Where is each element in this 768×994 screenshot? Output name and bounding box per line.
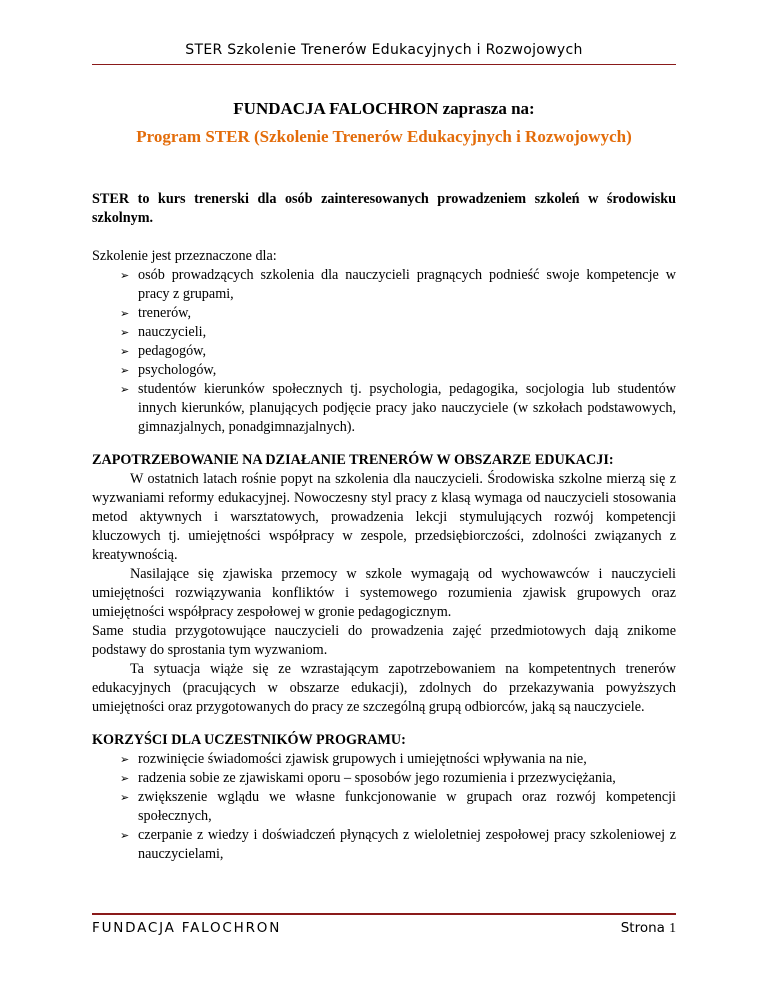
page-number: [621, 920, 676, 936]
list-item: ➢ radzenia sobie ze zjawiskami oporu – sposobów jego rozumienia i przezwyciężania,: [120, 770, 616, 786]
list-item: ➢ studentów kierunków społecznych tj. psychologia, pedagogika, socjologia lub studentów innych kierunków, planujących podjęcie pracy jako nauczyciele (w szkołach podstawowych, gimnazjalnych, ponadgimnazjalnych).: [120, 381, 676, 435]
document-title: FUNDACJA FALOCHRON zaprasza na:: [233, 99, 535, 118]
list-item: ➢ zwiększenie wglądu we własne funkcjonowanie w grupach oraz rozwój kompetencji społecznych,: [120, 789, 676, 824]
page-header: STER Szkolenie Trenerów Edukacyjnych i Rozwojowych: [185, 42, 583, 58]
page-label: Strona: [620, 920, 665, 936]
header-divider: [92, 64, 676, 65]
list-item: ➢ nauczycieli,: [120, 324, 207, 340]
audience-list: [92, 266, 676, 437]
arrow-bullet-icon: ➢: [120, 345, 130, 358]
demand-paragraph-2: Nasilające się zjawiska przemocy w szkole wymagają od wychowawców i nauczycieli umiejętności rozwiązywania konfliktów i systemowego rozumienia zjawisk grupowych oraz umiejętności współpracy zespołowej w gronie pedagogicznym.: [92, 566, 676, 620]
footer-organization: FUNDACJA FALOCHRON: [92, 920, 282, 936]
program-title: Program STER (Szkolenie Trenerów Edukacyjnych i Rozwojowych): [136, 127, 632, 146]
list-item: ➢ osób prowadzących szkolenia dla nauczycieli pragnących podnieść swoje kompetencje w pracy z grupami,: [120, 267, 676, 302]
arrow-bullet-icon: ➢: [120, 753, 130, 766]
document-body: [92, 98, 676, 864]
footer-divider: [92, 913, 676, 915]
list-item: ➢ pedagogów,: [120, 343, 207, 359]
list-item: ➢ psychologów,: [120, 362, 217, 378]
benefits-heading: KORZYŚCI DLA UCZESTNIKÓW PROGRAMU:: [92, 732, 406, 748]
arrow-bullet-icon: ➢: [120, 829, 130, 842]
page-number-value: 1: [669, 920, 676, 935]
demand-paragraph-1: W ostatnich latach rośnie popyt na szkolenia dla nauczycieli. Środowiska szkolne mierzą się z wyzwaniami reformy edukacyjnej. Nowoczesny styl pracy z klasą wymaga od nauczycieli stosowania metod aktywnych i warsztatowych, prowadzenia lekcji stymulujących rozwój kompetencji kluczowych tj. umiejętności współpracy w zespole, przedsiębiorczości, zdolności związanych z kreatywnością.: [92, 471, 676, 563]
arrow-bullet-icon: ➢: [120, 383, 130, 396]
arrow-bullet-icon: ➢: [120, 326, 130, 339]
audience-intro: Szkolenie jest przeznaczone dla:: [92, 248, 277, 264]
lead-paragraph: STER to kurs trenerski dla osób zainteresowanych prowadzeniem szkoleń w środowisku szkolnym.: [92, 191, 676, 226]
list-item: ➢ rozwinięcie świadomości zjawisk grupowych i umiejętności wpływania na nie,: [120, 751, 587, 767]
list-item: ➢ trenerów,: [120, 305, 192, 321]
arrow-bullet-icon: ➢: [120, 269, 130, 282]
demand-paragraph-3: Same studia przygotowujące nauczycieli do prowadzenia zajęć przedmiotowych dają znikome podstawy do sprostania tym wyzwaniom.: [92, 623, 676, 658]
arrow-bullet-icon: ➢: [120, 307, 130, 320]
benefits-list: [92, 750, 676, 864]
arrow-bullet-icon: ➢: [120, 772, 130, 785]
arrow-bullet-icon: ➢: [120, 791, 130, 804]
list-item: ➢ czerpanie z wiedzy i doświadczeń płynących z wieloletniej zespołowej pracy szkoleniowej z nauczycielami,: [120, 827, 676, 862]
demand-heading: ZAPOTRZEBOWANIE NA DZIAŁANIE TRENERÓW W OBSZARZE EDUKACJI:: [92, 452, 614, 468]
arrow-bullet-icon: ➢: [120, 364, 130, 377]
demand-paragraph-4: Ta sytuacja wiąże się ze wzrastającym zapotrzebowaniem na kompetentnych trenerów edukacyjnych (pracujących w obszarze edukacji), zdolnych do przekazywania powyższych umiejętności oraz przygotowanych do pracy ze szczególną grupą odbiorców, jaką są nauczyciele.: [92, 661, 676, 715]
